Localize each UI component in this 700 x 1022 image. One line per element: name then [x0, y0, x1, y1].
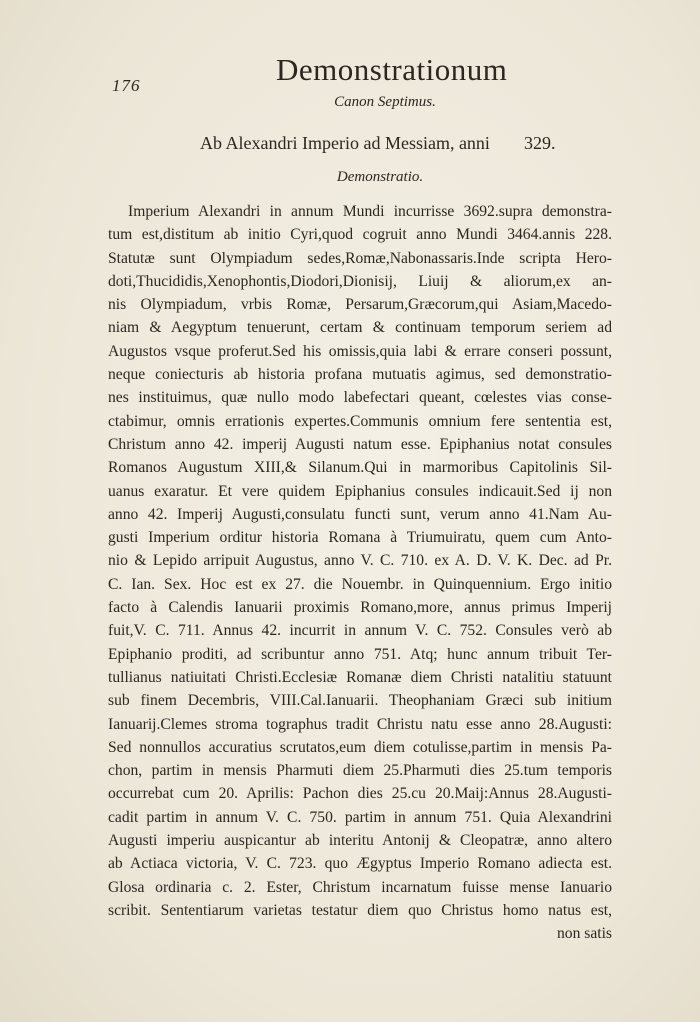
section-heading-number: 329.: [524, 133, 556, 153]
text-line: Imperium Alexandri in annum Mundi incurrisse 3692.supra demonstra-: [128, 203, 612, 220]
text-line: Glosa ordinaria c. 2. Ester, Christum incarnatum fuisse mense Ianuario: [108, 878, 612, 896]
text-line: occurrebat cum 20. Aprilis: Pachon dies 25.cu 20.Maij:Annus 28.Augusti-: [108, 785, 612, 803]
text-line: Augustos vsque proferut.Sed his omissis,quia labi & errare conseri possunt,: [108, 342, 612, 360]
text-line: Christum anno 42. imperij Augusti natum esse. Epiphanius notat consules: [108, 435, 612, 453]
text-line: C. Ian. Sex. Hoc est ex 27. die Nouembr. in Quinquennium. Ergo initio: [108, 575, 612, 593]
text-line: Augusti imperiu auspicantur ab interitu Antonij & Cleopatræ, anno altero: [108, 832, 612, 850]
text-line: nes instituimus, quæ nullo modo labefectari queant, cœlestes vias conse-: [108, 389, 612, 407]
body-text: [108, 200, 612, 946]
text-line: chon, partim in mensis Pharmuti diem 25.Pharmuti dies 25.tum temporis: [108, 762, 612, 780]
catchword: non satis: [556, 925, 612, 943]
text-line: tum est,distitum ab initio Cyri,quod cogruit anno Mundi 3464.annis 228.: [108, 226, 612, 244]
text-line: scribit. Sententiarum varietas testatur diem quo Christus homo natus est,: [108, 901, 612, 919]
running-head: Demonstrationum: [276, 52, 508, 87]
text-line: gusti Imperium orditur historia Romana à Triumuiratu, quem cum Anto-: [108, 529, 612, 547]
text-line: Epiphanio proditi, ad scribuntur anno 751. Atq; hunc annum tribuit Ter-: [108, 645, 612, 663]
text-line: niam & Aegyptum tenuerunt, certam & continuam temporum seriem ad: [108, 319, 612, 337]
text-line: anno 42. Imperij Augusti,consulatu functi sunt, verum anno 41.Nam Au-: [108, 505, 612, 523]
text-line: doti,Thucididis,Xenophontis,Diodori,Dionisij, Liuij & aliorum,ex an-: [108, 272, 612, 290]
page-number: 176: [112, 76, 141, 95]
text-line: neque coniecturis ab historia profana mutuatis agimus, sed demonstratio-: [108, 366, 612, 384]
text-line: Romanos Augustum XIII,& Silanum.Qui in marmoribus Capitolinis Sil-: [108, 459, 612, 477]
text-line: Statutæ sunt Olympiadum sedes,Romæ,Nabonassaris.Inde scripta Hero-: [108, 249, 612, 267]
text-line: ctabimur, omnis errationis expertes.Communis omnium fere sententia est,: [108, 412, 612, 430]
text-line: tullianus natiuitati Christi.Ecclesiæ Romanæ diem Christi natalitiu statuunt: [108, 668, 612, 686]
canon-title: Canon Septimus.: [334, 94, 436, 110]
demonstration-label: Demonstratio.: [336, 169, 424, 185]
text-line: ab Actiaca victoria, V. C. 723. quo Ægyptus Imperio Romano adiecta est.: [108, 855, 612, 873]
text-line: fuit,V. C. 711. Annus 42. incurrit in annum V. C. 752. Consules verò ab: [108, 622, 612, 640]
text-line: nio & Lepido arripuit Augustus, anno V. C. 710. ex A. D. V. K. Dec. ad Pr.: [108, 552, 612, 570]
section-heading-text: Ab Alexandri Imperio ad Messiam, anni: [200, 133, 490, 153]
text-line: uanus exaratur. Et vere quidem Epiphanius consules indicauit.Sed ij non: [108, 482, 612, 500]
text-line: sub finem Decembris, VIII.Cal.Ianuarii. Theophaniam Græci sub initium: [108, 692, 612, 710]
section-heading: [200, 133, 556, 154]
text-line: cadit partim in annum V. C. 750. partim in annum 751. Quia Alexandrini: [108, 808, 612, 826]
text-line: Sed nonnullos accuratius scrutatos,eum diem cotulisse,partim in mensis Pa-: [108, 738, 612, 756]
text-line: nis Olympiadum, vrbis Romæ, Persarum,Græcorum,qui Asiam,Macedo-: [108, 296, 612, 314]
text-line: facto à Calendis Ianuarii proximis Romano,more, annus primus Imperij: [108, 599, 612, 617]
text-line: Ianuarij.Clemes stroma tographus tradit Christu natu esse anno 28.Augusti:: [108, 715, 612, 733]
